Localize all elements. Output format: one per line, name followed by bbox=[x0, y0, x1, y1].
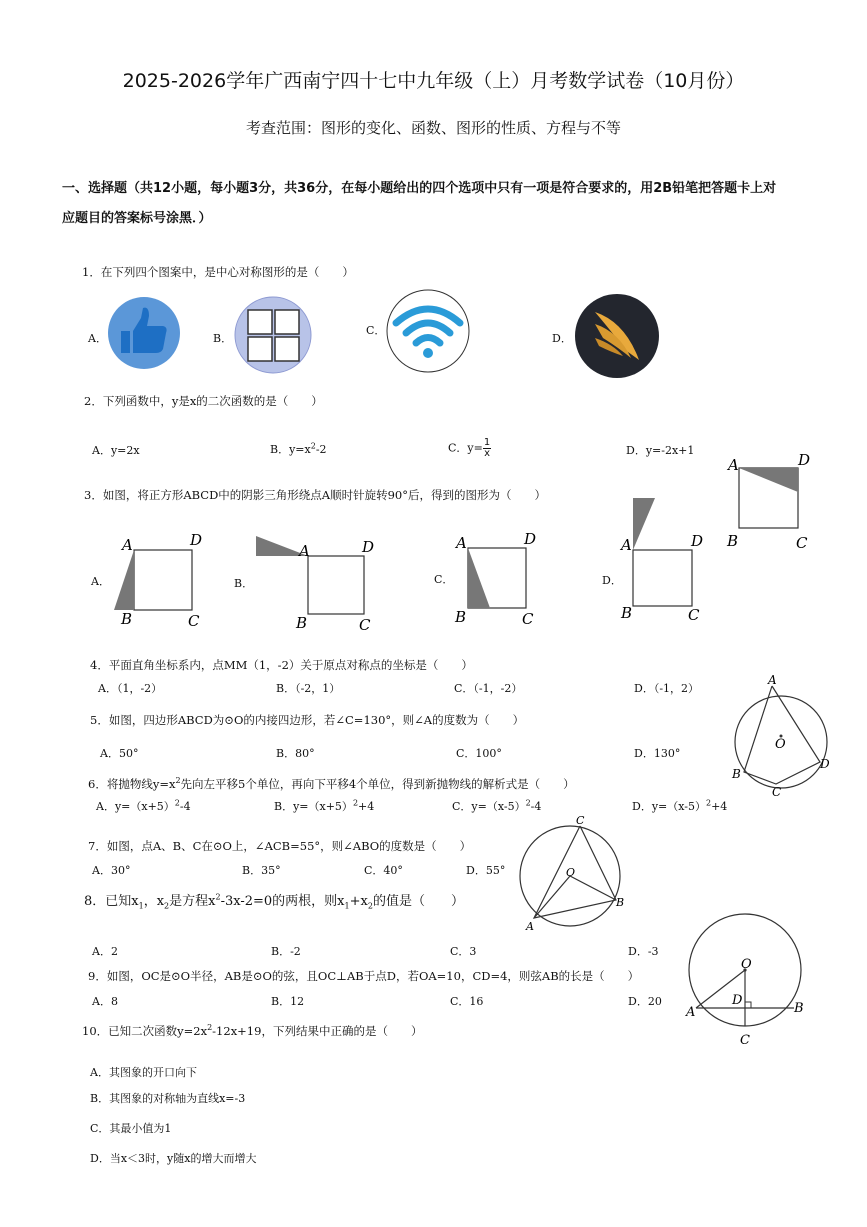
svg-text:O: O bbox=[741, 957, 752, 972]
section-heading-line2: 应题目的答案标号涂黑．） bbox=[62, 211, 212, 226]
q4-option-c: C．（-1，-2） bbox=[454, 682, 523, 695]
q5-stem: 5．如图，四边形ABCD为⊙O的内接四边形，若∠C=130°，则∠A的度数为（ ） bbox=[90, 713, 525, 727]
q3-option-a-figure bbox=[108, 528, 208, 634]
q3-option-a-label: A． bbox=[91, 575, 110, 588]
svg-text:B: B bbox=[616, 896, 625, 909]
svg-text:O: O bbox=[566, 866, 576, 879]
window-grid-icon bbox=[234, 296, 312, 374]
page-title: 2025-2026学年广西南宁四十七中九年级（上）月考数学试卷（10月份） bbox=[122, 70, 745, 92]
q1-option-c-label: C． bbox=[366, 324, 386, 337]
q6-option-c: C．$y=(x-5)^2-4$ bbox=[452, 798, 542, 813]
q8-option-a: A．2 bbox=[92, 945, 118, 958]
svg-text:C: C bbox=[359, 616, 371, 634]
svg-text:B: B bbox=[732, 767, 741, 781]
q8-option-b: B．-2 bbox=[271, 945, 301, 958]
q9-circle-figure bbox=[682, 910, 812, 1048]
q9-stem: 9．如图，OC是⊙O半径，AB是⊙O的弦，且OC⊥AB于点D，若OA=10，CD=4，则弦AB的长是（ ） bbox=[88, 969, 640, 983]
svg-text:C: C bbox=[188, 612, 200, 630]
q1-option-a-label: A． bbox=[88, 332, 107, 345]
q5-circle-figure bbox=[728, 672, 838, 798]
point-label-d: D bbox=[798, 451, 811, 469]
q4-option-a: A．（1，-2） bbox=[98, 682, 163, 695]
svg-text:B: B bbox=[621, 604, 633, 622]
q6-option-a: A．$y=(x+5)^2-4$ bbox=[96, 798, 191, 813]
svg-text:A: A bbox=[686, 1005, 696, 1020]
q10-stem: 10．已知二次函数$y=2x^2-12x+19$，下列结果中正确的是（ ） bbox=[82, 1023, 423, 1038]
q3-option-c-figure bbox=[452, 528, 552, 634]
q2-option-a: A．y=2x bbox=[92, 444, 140, 457]
q7-option-d: D．55° bbox=[466, 864, 506, 877]
q2-option-d: D．y=-2x+1 bbox=[626, 444, 695, 457]
q1-option-d-label: D． bbox=[552, 332, 572, 345]
q3-option-d-label: D． bbox=[602, 574, 622, 587]
q3-option-b-label: B． bbox=[234, 577, 254, 590]
svg-text:C: C bbox=[688, 606, 700, 624]
q7-option-b: B．35° bbox=[242, 864, 281, 877]
svg-text:C: C bbox=[522, 610, 534, 628]
q10-option-a: A．其图象的开口向下 bbox=[90, 1066, 197, 1079]
q3-option-d-figure bbox=[618, 494, 718, 626]
q7-option-a: A．30° bbox=[92, 864, 131, 877]
q3-stem: 3．如图，将正方形ABCD中的阴影三角形绕点A顺时针旋转90°后，得到的图形为（ ） bbox=[84, 488, 546, 502]
svg-text:C: C bbox=[740, 1033, 750, 1048]
section-heading-line1: 一、选择题（共12小题，每小题3分，共36分，在每小题给出的四个选项中只有一项是符合要求的，用2B铅笔把答题卡上对 bbox=[62, 181, 777, 196]
page-subtitle: 考查范围：图形的变化、函数、图形的性质、方程与不等 bbox=[245, 119, 621, 137]
wifi-icon bbox=[386, 289, 470, 373]
svg-text:B: B bbox=[296, 614, 308, 632]
q5-option-c: C．100° bbox=[456, 747, 502, 760]
svg-text:D: D bbox=[691, 532, 704, 550]
q2-option-b: B．$y=x^2-2$ bbox=[270, 441, 327, 456]
q2-option-c: C．y= $\frac{1}{x}$ bbox=[448, 437, 491, 459]
q8-stem: 8．已知$x_1$，$x_2$是方程$x^2-3x-2=0$的两根，则$x_1+x_2$的值是（ ） bbox=[84, 892, 464, 911]
q10-option-d: D．当x＜3时，y随x的增大而增大 bbox=[90, 1152, 257, 1165]
svg-text:A: A bbox=[768, 673, 777, 687]
svg-text:O: O bbox=[775, 737, 786, 752]
q7-stem: 7．如图，点A、B、C在⊙O上，∠ACB=55°，则∠ABO的度数是（ ） bbox=[88, 839, 472, 853]
q8-option-c: C．3 bbox=[450, 945, 477, 958]
svg-text:A: A bbox=[621, 536, 632, 554]
q5-option-b: B．80° bbox=[276, 747, 315, 760]
q4-stem: 4．平面直角坐标系内，点MM（1，-2）关于原点对称点的坐标是（ ） bbox=[90, 658, 473, 672]
q9-option-b: B．12 bbox=[271, 995, 305, 1008]
q3-option-b-figure bbox=[252, 528, 382, 634]
svg-text:D: D bbox=[362, 538, 375, 556]
q5-option-a: A．50° bbox=[100, 747, 139, 760]
point-label-b: B bbox=[727, 532, 739, 550]
q9-option-d: D．20 bbox=[628, 995, 662, 1008]
wing-icon bbox=[575, 294, 659, 378]
q7-circle-figure bbox=[512, 814, 632, 936]
thumbs-up-icon bbox=[107, 296, 181, 370]
svg-text:A: A bbox=[122, 536, 133, 554]
q8-option-d: D．-3 bbox=[628, 945, 659, 958]
svg-text:D: D bbox=[190, 531, 203, 549]
svg-text:B: B bbox=[455, 608, 467, 626]
svg-text:B: B bbox=[794, 1001, 804, 1016]
q10-option-c: C．其最小值为1 bbox=[90, 1122, 172, 1135]
q3-reference-figure bbox=[724, 450, 814, 554]
svg-text:D: D bbox=[524, 530, 537, 548]
q9-option-c: C．16 bbox=[450, 995, 484, 1008]
q6-option-b: B．$y=(x+5)^2+4$ bbox=[274, 798, 375, 813]
svg-text:B: B bbox=[121, 610, 133, 628]
svg-text:D: D bbox=[732, 993, 743, 1008]
point-label-a: A bbox=[728, 456, 739, 474]
svg-text:C: C bbox=[772, 785, 782, 798]
q7-option-c: C．40° bbox=[364, 864, 403, 877]
q1-stem: 1．在下列四个图案中，是中心对称图形的是（ ） bbox=[82, 265, 354, 279]
q4-option-b: B．（-2，1） bbox=[276, 682, 341, 695]
svg-text:A: A bbox=[526, 920, 534, 933]
svg-text:C: C bbox=[576, 814, 585, 827]
q6-stem: 6．将抛物线$y=x^2$先向左平移5个单位，再向下平移4个单位，得到新抛物线的解析式是（ ） bbox=[88, 776, 575, 791]
point-label-c: C bbox=[796, 534, 808, 552]
svg-text:D: D bbox=[820, 757, 830, 771]
q4-option-d: D．（-1，2） bbox=[634, 682, 700, 695]
q2-stem: 2．下列函数中，y是x的二次函数的是（ ） bbox=[84, 394, 323, 408]
q6-option-d: D．$y=(x-5)^2+4$ bbox=[632, 798, 728, 813]
q5-option-d: D．130° bbox=[634, 747, 681, 760]
q10-option-b: B．其图象的对称轴为直线x=-3 bbox=[90, 1092, 246, 1105]
svg-text:A: A bbox=[299, 542, 310, 560]
q9-option-a: A．8 bbox=[92, 995, 118, 1008]
q3-option-c-label: C． bbox=[434, 573, 454, 586]
q1-option-b-label: B． bbox=[213, 332, 233, 345]
svg-text:A: A bbox=[456, 534, 467, 552]
